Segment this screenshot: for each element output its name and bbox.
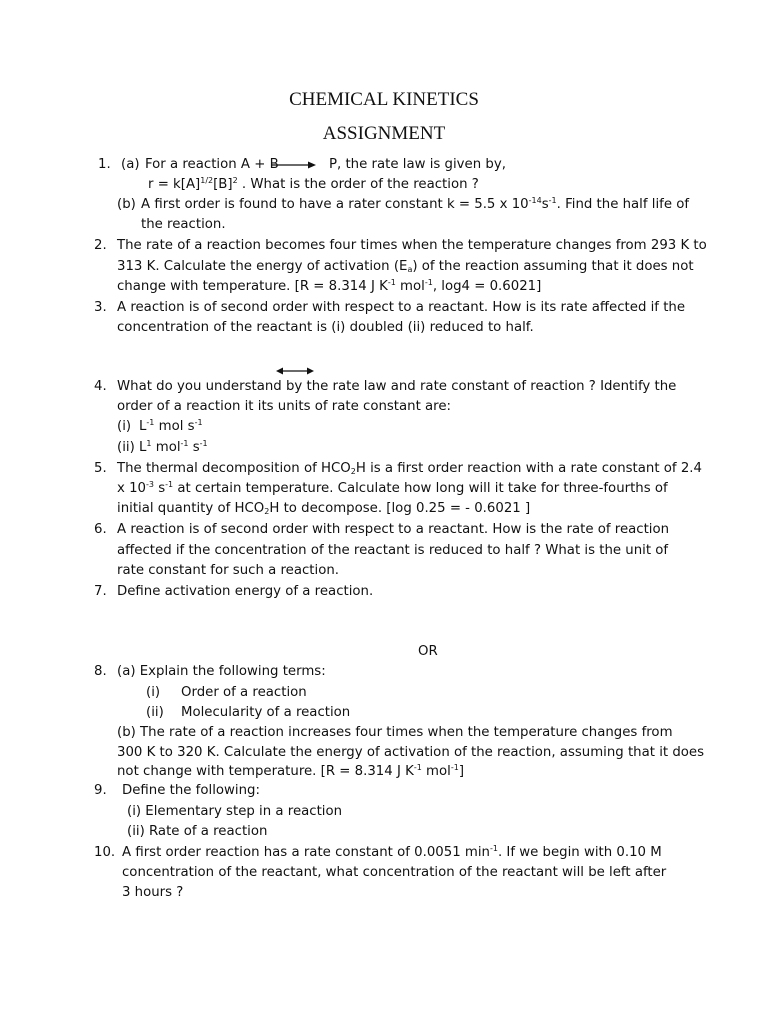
- question-7-line1: Define activation energy of a reaction.: [117, 584, 374, 599]
- question-1a-label: (a): [121, 157, 140, 172]
- question-2-line1: The rate of a reaction becomes four times when the temperature changes from 293 K to: [117, 238, 707, 253]
- question-6-number: 6.: [94, 522, 107, 537]
- question-8a-text: (a) Explain the following terms:: [117, 664, 326, 679]
- question-4-i-label: (i): [117, 419, 132, 434]
- or-separator: OR: [418, 644, 438, 659]
- question-1b-label: (b): [117, 197, 136, 212]
- document-title: CHEMICAL KINETICS: [289, 89, 479, 110]
- question-5-line3: initial quantity of $HCO_2H$ to decompose. [log 0.25 = - 0.6021 ]: [117, 501, 531, 516]
- question-9-line1: Define the following:: [122, 783, 260, 798]
- question-9-number: 9.: [94, 783, 107, 798]
- question-8b-line3: not change with temperature. [R = 8.314 J $K^{-1}$ mol$^{-1}$]: [117, 763, 465, 779]
- question-5-line1: The thermal decomposition of $HCO_2H$ is a first order reaction with a rate constant of 2.4: [117, 461, 702, 476]
- question-6-line1: A reaction is of second order with respect to a reactant. How is the rate of reaction: [117, 522, 670, 537]
- question-8a-ii-text: Molecularity of a reaction: [181, 705, 351, 720]
- question-3-line1: A reaction is of second order with respect to a reactant. How is its rate affected if the: [117, 300, 686, 315]
- question-10-line3: 3 hours ?: [122, 885, 184, 900]
- question-3-line2: concentration of the reactant is (i) doubled (ii) reduced to half.: [117, 320, 534, 335]
- question-1b-text: A first order is found to have a rater constant k = 5.5 x $10^{-14}s^{-1}$. Find the half life of: [141, 196, 690, 212]
- question-10-number: 10.: [94, 845, 116, 860]
- question-4-ii-label: (ii): [117, 440, 135, 455]
- question-1-rate-law: $r = k[A]^{1/2}[B]^2$ . What is the order of the reaction ?: [148, 176, 479, 192]
- question-2-number: 2.: [94, 238, 107, 253]
- question-8a-i-label: (i): [146, 685, 161, 700]
- question-8b-text: (b) The rate of a reaction increases four times when the temperature changes from: [117, 725, 673, 740]
- question-8a-ii-label: (ii): [146, 705, 164, 720]
- question-9-ii-text: (ii) Rate of a reaction: [127, 824, 268, 839]
- double-arrow-icon: [276, 366, 314, 376]
- question-6-line2: affected if the concentration of the reactant is reduced to half ? What is the unit of: [117, 543, 669, 558]
- question-3-number: 3.: [94, 300, 107, 315]
- question-6-line3: rate constant for such a reaction.: [117, 563, 339, 578]
- question-2-line3: change with temperature. [R = 8.314 J $K^{-1}$ mol$^{-1}$, log4 = 0.6021]: [117, 278, 542, 294]
- document-subtitle: ASSIGNMENT: [322, 123, 446, 144]
- question-10-line2: concentration of the reactant, what concentration of the reactant will be left after: [122, 865, 667, 880]
- reaction-arrow-icon: [271, 160, 317, 170]
- question-5-number: 5.: [94, 461, 107, 476]
- question-9-i-text: (i) Elementary step in a reaction: [127, 804, 343, 819]
- question-8b-line2: 300 K to 320 K. Calculate the energy of activation of the reaction, assuming that it does: [117, 745, 705, 760]
- question-8a-i-text: Order of a reaction: [181, 685, 307, 700]
- question-4-line2: order of a reaction it its units of rate constant are:: [117, 399, 452, 414]
- question-4-i-unit: $L^{-1}$ mol $s^{-1}$: [139, 418, 203, 434]
- question-1a-text: For a reaction A + B: [145, 157, 279, 172]
- question-1a-product: P, the rate law is given by,: [329, 157, 506, 172]
- question-4-number: 4.: [94, 379, 107, 394]
- question-1b-text-cont: the reaction.: [141, 217, 226, 232]
- question-2-line2: 313 K. Calculate the energy of activation $(E_a)$ of the reaction assuming that it does not: [117, 259, 694, 274]
- question-4-ii-unit: $L^1$ mol$^{-1}$ $s^{-1}$: [139, 439, 208, 455]
- question-8-number: 8.: [94, 664, 107, 679]
- question-1-number: 1.: [98, 157, 111, 172]
- question-4-line1: What do you understand by the rate law and rate constant of reaction ? Identify the: [117, 379, 677, 394]
- question-7-number: 7.: [94, 584, 107, 599]
- question-10-line1: A first order reaction has a rate constant of 0.0051 $\min^{-1}$. If we begin with 0.10 M: [122, 844, 662, 860]
- question-5-line2: x $10^{-3}$ $s^{-1}$ at certain temperature. Calculate how long will it take for three-fourths of: [117, 480, 668, 496]
